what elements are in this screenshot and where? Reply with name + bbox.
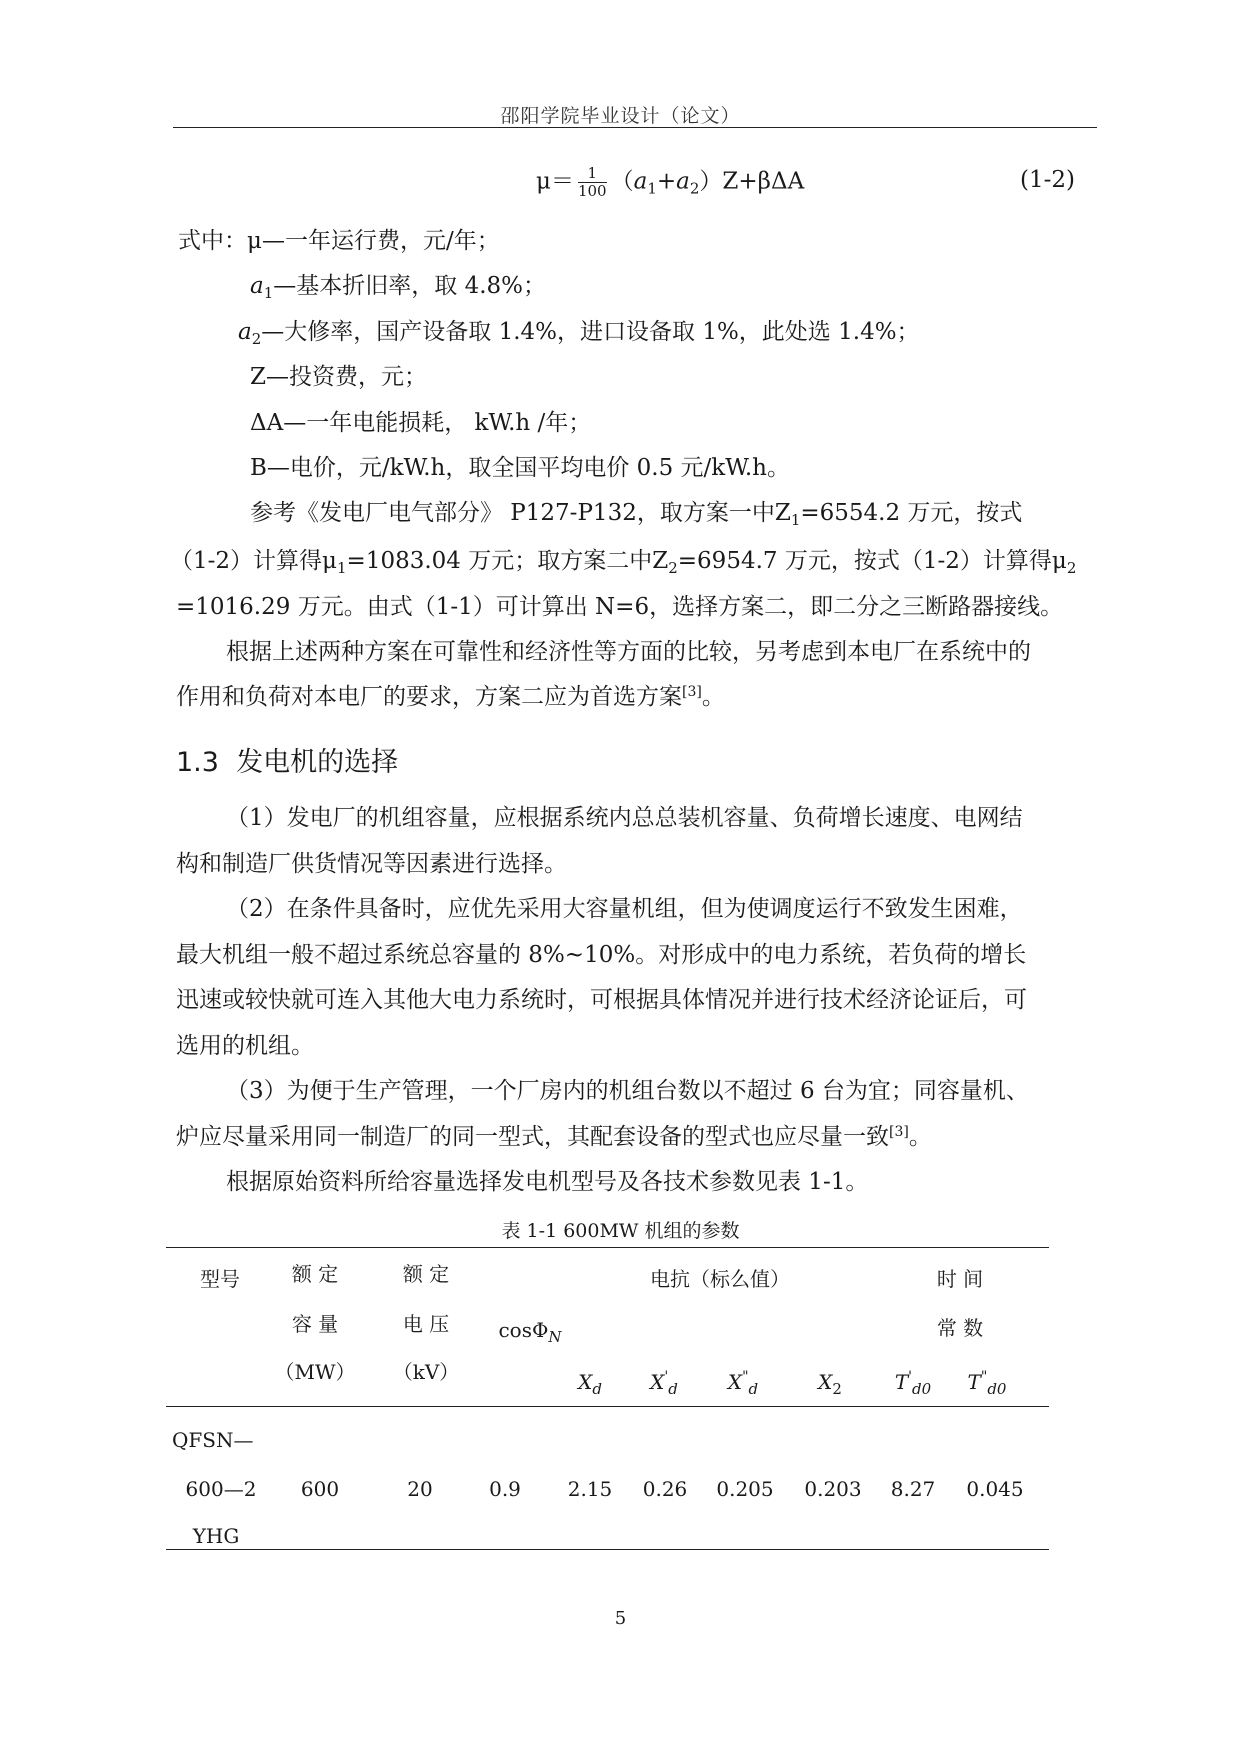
th-xd-prime-sup: ' xyxy=(664,1369,669,1385)
formula-lhs: μ＝ xyxy=(536,168,574,195)
ref-line-3: =1016.29 万元。由式（1-1）可计算出 N=6，选择方案二，即二分之三断路器接线。 xyxy=(176,594,1064,620)
th-xd-double-prime-var: X xyxy=(727,1370,743,1394)
def-z: Z—投资费，元； xyxy=(250,364,427,390)
table-caption: 表 1-1 600MW 机组的参数 xyxy=(501,1220,740,1242)
td-capacity: 600 xyxy=(300,1477,340,1501)
def-b: B—电价，元/kW.h，取全国平均电价 0.5 元/kW.h。 xyxy=(250,455,790,481)
page-header: 邵阳学院毕业设计（论文） xyxy=(500,105,741,127)
th-xd-double-prime-sub: d xyxy=(748,1380,759,1398)
ref-line-1a: 参考《发电厂电气部分》 P127-P132，取方案一中Z xyxy=(250,500,791,526)
td-model-1: QFSN— xyxy=(172,1428,254,1452)
formula-fraction xyxy=(578,165,607,200)
td-model-2: 600—2 xyxy=(185,1477,257,1501)
item-3-line-2-text: 炉应尽量采用同一制造厂的同一型式，其配套设备的型式也应尽量一致 xyxy=(176,1124,889,1150)
th-td0-prime-var: T xyxy=(894,1370,909,1394)
th-td0-double-prime xyxy=(952,1370,1022,1398)
ref-line-2 xyxy=(170,546,1076,583)
item-2-line-1: （2）在条件具备时，应优先采用大容量机组，但为使调度运行不致发生困难， xyxy=(226,896,1023,922)
def-a1 xyxy=(250,271,546,308)
section-title: 发电机的选择 xyxy=(236,747,399,778)
def-a1-var: a xyxy=(250,273,264,299)
th-time-1: 时 间 xyxy=(936,1267,984,1291)
th-capacity-3: （MW） xyxy=(274,1360,356,1384)
page-number: 5 xyxy=(614,1608,627,1629)
th-xd-prime-sub: d xyxy=(668,1380,678,1398)
table-bottom-rule xyxy=(166,1549,1049,1550)
th-x2 xyxy=(795,1370,865,1398)
th-cos-phi-text: cosΦ xyxy=(498,1318,549,1342)
formula-a1-sub: 1 xyxy=(647,179,657,198)
def-a2-var: a xyxy=(238,319,252,345)
ref-line-2b: =1083.04 万元；取方案二中Z xyxy=(346,548,669,574)
th-xd-double-prime xyxy=(708,1370,778,1398)
ref-line-1 xyxy=(250,498,1022,535)
th-voltage-1: 额 定 xyxy=(402,1262,450,1286)
th-cos-phi xyxy=(480,1318,580,1346)
th-td0-prime-sup: ' xyxy=(908,1369,913,1385)
ref-line-2-sub1: 1 xyxy=(337,559,347,577)
item-2-line-4: 选用的机组。 xyxy=(176,1033,314,1059)
ref-line-1b: =6554.2 万元，按式 xyxy=(800,500,1023,526)
th-xd-double-prime-sup: " xyxy=(742,1369,749,1385)
th-voltage-2: 电 压 xyxy=(402,1312,450,1336)
formula-1-2 xyxy=(536,165,804,204)
item-2-line-2: 最大机组一般不超过系统总容量的 8%~10%。对形成中的电力系统，若负荷的增长 xyxy=(176,942,1027,968)
section-number: 1.3 xyxy=(176,747,219,778)
th-td0-double-prime-sub: d0 xyxy=(987,1380,1007,1398)
defs-intro: 式中：μ—一年运行费，元/年； xyxy=(178,228,500,254)
td-x2: 0.203 xyxy=(804,1477,862,1501)
table-top-rule xyxy=(166,1247,1049,1248)
table-mid-rule xyxy=(166,1406,1049,1407)
compare-line-2-end: 。 xyxy=(701,684,725,710)
td-td0-double-prime: 0.045 xyxy=(966,1477,1024,1501)
item-3-line-2 xyxy=(176,1122,932,1152)
td-voltage: 20 xyxy=(407,1477,433,1501)
def-delta-a: ΔA—一年电能损耗， kW.h /年； xyxy=(250,410,592,436)
item-2-line-3: 迅速或较快就可连入其他大电力系统时，可根据具体情况并进行技术经济论证后，可 xyxy=(176,987,1027,1013)
td-xd: 2.15 xyxy=(567,1477,613,1501)
ref-line-2-sub2: 2 xyxy=(668,559,678,577)
th-td0-double-prime-var: T xyxy=(967,1370,981,1394)
section-heading xyxy=(176,740,398,779)
th-xd xyxy=(560,1370,620,1398)
ref-line-2c: =6954.7 万元，按式（1-2）计算得μ xyxy=(677,548,1067,574)
final-sentence: 根据原始资料所给容量选择发电机型号及各技术参数见表 1-1。 xyxy=(226,1169,869,1195)
th-reactance: 电抗（标么值） xyxy=(650,1267,790,1291)
th-voltage-3: （kV） xyxy=(392,1360,460,1384)
th-xd-sub: d xyxy=(592,1380,602,1398)
def-a2 xyxy=(238,317,920,354)
compare-line-1: 根据上述两种方案在可靠性和经济性等方面的比较，另考虑到本电厂在系统中的 xyxy=(226,639,1031,665)
header-rule xyxy=(173,127,1097,128)
th-td0-prime-sub: d0 xyxy=(912,1380,932,1398)
fraction-denominator: 100 xyxy=(577,182,607,200)
th-x2-var: X xyxy=(818,1370,833,1394)
compare-line-2 xyxy=(176,682,725,712)
item-1-line-1: （1）发电厂的机组容量，应根据系统内总总装机容量、负荷增长速度、电网结 xyxy=(226,805,1023,831)
th-capacity-2: 容 量 xyxy=(291,1312,339,1336)
def-a2-sub: 2 xyxy=(251,330,262,348)
citation-ref: [3] xyxy=(889,1124,909,1140)
formula-tail: Z+βΔA xyxy=(722,168,805,195)
th-capacity-1: 额 定 xyxy=(291,1262,339,1286)
item-3-line-2-end: 。 xyxy=(908,1124,932,1150)
th-cos-phi-sub: N xyxy=(548,1328,562,1346)
td-xd-prime: 0.26 xyxy=(642,1477,688,1501)
ref-line-2-sub3: 2 xyxy=(1066,559,1077,577)
citation-ref: [3] xyxy=(682,684,702,700)
formula-a2: a xyxy=(676,168,690,195)
ref-line-2a: （1-2）计算得μ xyxy=(170,548,337,574)
formula-open-paren: （ xyxy=(610,168,634,195)
th-model: 型号 xyxy=(200,1267,240,1291)
formula-close-paren: ） xyxy=(699,168,723,195)
th-td0-prime xyxy=(878,1370,948,1398)
item-3-line-1: （3）为便于生产管理，一个厂房内的机组台数以不超过 6 台为宜；同容量机、 xyxy=(226,1078,1029,1104)
def-a1-sub: 1 xyxy=(263,284,274,302)
formula-number: (1-2) xyxy=(1020,167,1075,193)
th-x2-sub: 2 xyxy=(832,1380,842,1398)
td-model-3: YHG xyxy=(192,1524,240,1548)
def-a2-text: —大修率，国产设备取 1.4%，进口设备取 1%，此处选 1.4%； xyxy=(261,319,920,345)
formula-a2-sub: 2 xyxy=(689,179,700,198)
compare-line-2-text: 作用和负荷对本电厂的要求，方案二应为首选方案 xyxy=(176,684,682,710)
th-xd-prime xyxy=(634,1370,694,1398)
td-xd-double-prime: 0.205 xyxy=(716,1477,774,1501)
item-1-line-2: 构和制造厂供货情况等因素进行选择。 xyxy=(176,851,567,877)
td-td0-prime: 8.27 xyxy=(890,1477,936,1501)
td-cos: 0.9 xyxy=(489,1477,521,1501)
formula-a1: a xyxy=(633,168,648,195)
def-a1-text: —基本折旧率，取 4.8%； xyxy=(273,273,547,299)
th-xd-var: X xyxy=(578,1370,593,1394)
formula-plus: + xyxy=(656,168,677,195)
ref-line-1-sub: 1 xyxy=(790,511,801,529)
th-xd-prime-var: X xyxy=(650,1370,665,1394)
fraction-numerator: 1 xyxy=(578,165,607,183)
th-td0-double-prime-sup: " xyxy=(980,1369,988,1385)
th-time-2: 常 数 xyxy=(936,1316,984,1340)
